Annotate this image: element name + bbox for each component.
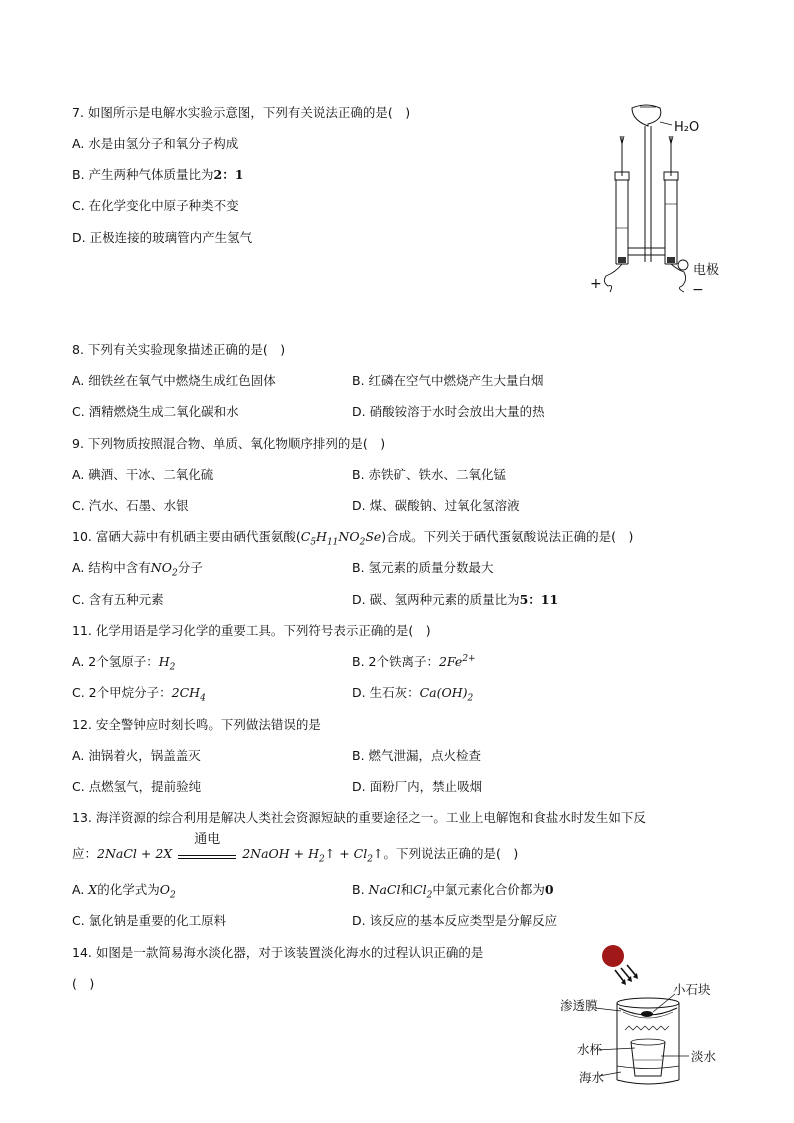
q13-stem2-pre: 应： xyxy=(72,846,98,861)
q13-nacl-formula: NaCl xyxy=(368,882,401,897)
q13-reactants: 2NaCl + 2X xyxy=(97,846,173,861)
q13-option-a-mid: 的化学式为 xyxy=(97,882,160,897)
q10-option-d-ratio: 5：11 xyxy=(519,592,559,607)
q8-option-d[interactable]: D. 硝酸铵溶于水时会放出大量的热 xyxy=(352,404,545,419)
q12-option-b[interactable]: B. 燃气泄漏，点火检查 xyxy=(352,748,482,763)
q13-o2-formula: $O_2$ xyxy=(159,882,176,901)
positive-sign: + xyxy=(590,276,602,292)
sea-water-label: 海水 xyxy=(579,1070,605,1085)
h2o-label: H₂O xyxy=(674,120,700,135)
q8-stem: 8. 下列有关实验现象描述正确的是( ) xyxy=(72,342,286,357)
q13-option-d[interactable]: D. 该反应的基本反应类型是分解反应 xyxy=(352,913,558,928)
q11-fe-formula: $2Fe^{2+}$ xyxy=(438,653,476,669)
q11-stem: 11. 化学用语是学习化学的重要工具。下列符号表示正确的是( ) xyxy=(72,623,431,638)
q9-option-d[interactable]: D. 煤、碳酸钠、过氧化氢溶液 xyxy=(352,498,520,513)
membrane-label: 渗透膜 xyxy=(560,998,598,1013)
q10-formula: $C_5H_{11}NO_2Se$ xyxy=(300,529,382,548)
q10-option-b[interactable]: B. 氢元素的质量分数最大 xyxy=(352,560,494,575)
q13-stem-line2 xyxy=(72,832,519,865)
q9-option-a[interactable]: A. 碘酒、干冰、二氧化硫 xyxy=(72,467,214,482)
q13-option-a-pre: A. xyxy=(72,882,85,897)
q11-option-d[interactable] xyxy=(352,684,473,702)
desalinator-figure xyxy=(555,938,735,1088)
q13-option-b-pre: B. xyxy=(352,882,365,897)
q12-option-a[interactable]: A. 油锅着火，锅盖盖灭 xyxy=(72,748,201,763)
q7-option-b-text: B. 产生两种气体质量比为 xyxy=(72,167,214,182)
q13-stem2-post: 。下列说法正确的是( ) xyxy=(383,846,519,861)
electrode-label: 电极 xyxy=(693,263,720,278)
q8-option-c[interactable]: C. 酒精燃烧生成二氧化碳和水 xyxy=(72,404,239,419)
q10-no2-formula: $NO_2$ xyxy=(150,560,178,579)
q13-products: 2NaOH + $H_2↑$ + $Cl_2↑$ xyxy=(242,846,384,865)
q7-option-d[interactable]: D. 正极连接的玻璃管内产生氢气 xyxy=(72,230,253,245)
q11-h2-formula: $H_2$ xyxy=(158,654,176,673)
q8-option-a[interactable]: A. 细铁丝在氧气中燃烧生成红色固体 xyxy=(72,373,276,388)
q12-option-d[interactable]: D. 面粉厂内，禁止吸烟 xyxy=(352,779,483,794)
q14-stem: 14. 如图是一款简易海水淡化器，对于该装置淡化海水的过程认识正确的是 xyxy=(72,945,484,960)
q11-option-c[interactable] xyxy=(72,684,206,702)
q9-stem: 9. 下列物质按照混合物、单质、氧化物顺序排列的是( ) xyxy=(72,436,386,451)
q11-ch4-formula: $2CH_4$ xyxy=(171,685,206,704)
q13-condition-text: 通电 xyxy=(194,832,221,847)
q13-option-b-and: 和 xyxy=(400,882,414,897)
q13-option-c[interactable]: C. 氯化钠是重要的化工原料 xyxy=(72,913,227,928)
q10-stem xyxy=(72,528,633,546)
q13-x-symbol: X xyxy=(88,882,98,897)
q7-option-c[interactable]: C. 在化学变化中原子种类不变 xyxy=(72,198,239,213)
cup-label: 水杯 xyxy=(577,1042,603,1057)
q12-option-c[interactable]: C. 点燃氢气，提前验纯 xyxy=(72,779,202,794)
q11-option-b[interactable] xyxy=(352,653,476,671)
q7-option-b-ratio: 2：1 xyxy=(213,167,244,182)
q10-stem-pre: 10. 富硒大蒜中有机硒主要由硒代蛋氨酸( xyxy=(72,529,301,544)
q9-option-b[interactable]: B. 赤铁矿、铁水、二氧化锰 xyxy=(352,467,507,482)
q11-option-b-text: B. 2个铁离子： xyxy=(352,654,439,669)
q11-option-c-text: C. 2个甲烷分子： xyxy=(72,685,172,700)
q11-option-a[interactable] xyxy=(72,653,175,671)
negative-sign: − xyxy=(692,282,704,298)
q7-option-b[interactable] xyxy=(72,166,243,184)
q13-stem-line1: 13. 海洋资源的综合利用是解决人类社会资源短缺的重要途径之一。工业上电解饱和食盐水时发生如下反 xyxy=(72,810,646,825)
q9-option-c[interactable]: C. 汽水、石墨、水银 xyxy=(72,498,189,513)
q13-option-b-zero: 0 xyxy=(544,882,554,897)
q10-option-a[interactable] xyxy=(72,559,203,577)
stone-label: 小石块 xyxy=(673,982,711,997)
q8-option-b[interactable]: B. 红磷在空气中燃烧产生大量白烟 xyxy=(352,373,544,388)
q13-condition xyxy=(178,832,236,863)
q14-answer-blank[interactable]: ( ) xyxy=(72,976,95,991)
q11-option-a-text: A. 2个氢原子： xyxy=(72,654,159,669)
electrolysis-apparatus-figure xyxy=(580,100,730,300)
fresh-water-label: 淡水 xyxy=(691,1049,717,1064)
q10-option-d-text: D. 碳、氢两种元素的质量比为 xyxy=(352,592,520,607)
q10-option-a-pre: A. 结构中含有 xyxy=(72,560,151,575)
q13-option-b[interactable] xyxy=(352,881,554,899)
q7-stem: 7. 如图所示是电解水实验示意图，下列有关说法正确的是( ) xyxy=(72,105,411,120)
q13-option-a[interactable] xyxy=(72,881,176,899)
q11-option-d-text: D. 生石灰： xyxy=(352,685,420,700)
q10-option-d[interactable] xyxy=(352,591,558,609)
q7-option-a[interactable]: A. 水是由氢分子和氧分子构成 xyxy=(72,136,239,151)
q10-stem-post: )合成。下列关于硒代蛋氨酸说法正确的是( ) xyxy=(381,529,634,544)
q13-option-b-post: 中氯元素化合价都为 xyxy=(432,882,545,897)
q10-option-c[interactable]: C. 含有五种元素 xyxy=(72,592,164,607)
q13-cl2-formula: $Cl_2$ xyxy=(413,882,433,901)
q11-caoh2-formula: $Ca(OH)_2$ xyxy=(419,685,474,704)
q13-equals-bar xyxy=(178,855,236,859)
sun-icon xyxy=(602,945,624,967)
q10-option-a-post: 分子 xyxy=(177,560,203,575)
q12-stem: 12. 安全警钟应时刻长鸣。下列做法错误的是 xyxy=(72,717,321,732)
